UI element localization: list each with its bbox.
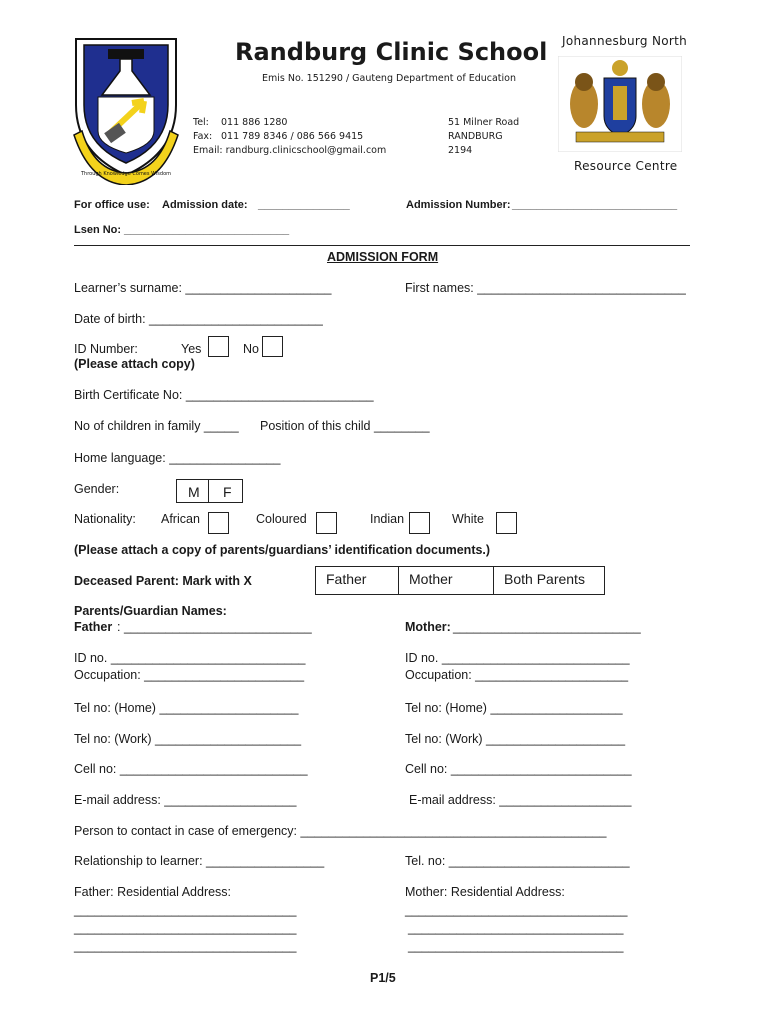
gender-label: Gender: [74, 482, 120, 496]
white-checkbox[interactable] [496, 512, 517, 534]
mother-name-field[interactable]: ___________________________ [453, 620, 641, 634]
mother-id-field[interactable]: ID no. ___________________________ [405, 651, 630, 665]
african-label: African [161, 512, 200, 526]
first-names-field[interactable]: First names: ______________________________ [405, 281, 686, 295]
id-number-label: ID Number: [74, 342, 138, 356]
deceased-mother-cell[interactable] [398, 566, 494, 595]
mother-email-field[interactable]: E-mail address: ___________________ [409, 793, 632, 807]
mother-tel-work-field[interactable]: Tel no: (Work) ____________________ [405, 732, 626, 746]
admission-date-label: Admission date: [162, 199, 248, 211]
parents-names-heading: Parents/Guardian Names: [74, 604, 227, 618]
attach-parents-note: (Please attach a copy of parents/guardians’ identification documents.) [74, 543, 491, 557]
relationship-field[interactable]: Relationship to learner: _________________ [74, 854, 325, 868]
father-id-field[interactable]: ID no. ____________________________ [74, 651, 306, 665]
deceased-mother-label: Mother [409, 571, 453, 587]
id-no-checkbox[interactable] [262, 336, 283, 357]
gender-f-box[interactable] [208, 479, 243, 503]
father-address-line-1[interactable]: ________________________________ [74, 903, 297, 917]
nationality-label: Nationality: [74, 512, 136, 526]
indian-label: Indian [370, 512, 405, 526]
fax-label: Fax: [193, 131, 213, 142]
deceased-parent-label: Deceased Parent: Mark with X [74, 574, 252, 588]
tel-label: Tel: [193, 117, 209, 128]
position-child-field[interactable]: Position of this child ________ [260, 419, 430, 433]
page-number: P1/5 [370, 971, 396, 985]
tel-value: 011 886 1280 [221, 117, 288, 128]
mother-address-line-2[interactable]: _______________________________ [408, 921, 624, 935]
father-cell-field[interactable]: Cell no: ___________________________ [74, 762, 308, 776]
fax-value: 011 789 8346 / 086 566 9415 [221, 131, 364, 142]
home-language-field[interactable]: Home language: ________________ [74, 451, 281, 465]
father-address-line-2[interactable]: ________________________________ [74, 921, 297, 935]
birth-cert-field[interactable]: Birth Certificate No: ___________________________ [74, 388, 374, 402]
admission-number-label: Admission Number: [406, 199, 511, 211]
attach-copy-note: (Please attach copy) [74, 357, 195, 371]
gender-m-label: M [188, 484, 200, 500]
mother-occupation-field[interactable]: Occupation: ______________________ [405, 668, 629, 682]
address-line-1: 51 Milner Road [448, 117, 520, 128]
mother-address-line-1[interactable]: ________________________________ [405, 903, 628, 917]
admission-number-field[interactable]: ___________________________ [512, 199, 678, 211]
emergency-contact-field[interactable]: Person to contact in case of emergency: ____________________________________________ [74, 824, 607, 838]
email-line: Email: randburg.clinicschool@gmail.com [193, 145, 387, 156]
deceased-father-cell[interactable] [315, 566, 399, 595]
surname-field[interactable]: Learner’s surname: _____________________ [74, 281, 332, 295]
gender-m-box[interactable] [176, 479, 209, 503]
address-line-3: 2194 [448, 145, 473, 156]
region-top-text: Johannesburg North [562, 34, 688, 48]
mother-address-label: Mother: Residential Address: [405, 885, 565, 899]
admission-date-field[interactable]: _______________ [258, 199, 350, 211]
emergency-tel-field[interactable]: Tel. no: __________________________ [405, 854, 630, 868]
deceased-both-label: Both Parents [504, 571, 585, 587]
id-yes-checkbox[interactable] [208, 336, 229, 357]
father-name-label: Father [74, 620, 113, 634]
father-name-field[interactable]: : ___________________________ [117, 620, 312, 634]
father-email-field[interactable]: E-mail address: ___________________ [74, 793, 297, 807]
gender-f-label: F [223, 484, 232, 500]
crest-motto: Through Knowledge Comes Wisdom [80, 171, 172, 177]
indian-checkbox[interactable] [409, 512, 430, 534]
father-tel-home-field[interactable]: Tel no: (Home) ____________________ [74, 701, 299, 715]
mother-tel-home-field[interactable]: Tel no: (Home) ___________________ [405, 701, 623, 715]
mother-name-label: Mother: [405, 620, 451, 634]
mother-address-line-3[interactable]: _______________________________ [408, 939, 624, 953]
coloured-label: Coloured [256, 512, 307, 526]
address-line-2: RANDBURG [448, 131, 503, 142]
dob-field[interactable]: Date of birth: _________________________ [74, 312, 323, 326]
deceased-both-cell[interactable] [493, 566, 605, 595]
school-name: Randburg Clinic School [235, 38, 548, 66]
father-occupation-field[interactable]: Occupation: _______________________ [74, 668, 305, 682]
mother-cell-field[interactable]: Cell no: __________________________ [405, 762, 632, 776]
father-tel-work-field[interactable]: Tel no: (Work) _____________________ [74, 732, 302, 746]
coat-of-arms [558, 56, 682, 152]
id-no-label: No [243, 342, 259, 356]
father-address-line-3[interactable]: ________________________________ [74, 939, 297, 953]
white-label: White [452, 512, 484, 526]
deceased-father-label: Father [326, 571, 367, 587]
coloured-checkbox[interactable] [316, 512, 337, 534]
office-divider [74, 245, 690, 246]
african-checkbox[interactable] [208, 512, 229, 534]
lsen-no-label: Lsen No: [74, 224, 122, 236]
region-bottom-text: Resource Centre [574, 159, 678, 173]
father-address-label: Father: Residential Address: [74, 885, 232, 899]
for-office-use-label: For office use: [74, 199, 150, 211]
form-title: ADMISSION FORM [327, 250, 439, 264]
children-in-family-field[interactable]: No of children in family _____ [74, 419, 239, 433]
school-crest [70, 35, 182, 185]
emis-line: Emis No. 151290 / Gauteng Department of Education [262, 73, 516, 84]
id-yes-label: Yes [181, 342, 202, 356]
lsen-no-field[interactable]: ___________________________ [124, 224, 290, 236]
